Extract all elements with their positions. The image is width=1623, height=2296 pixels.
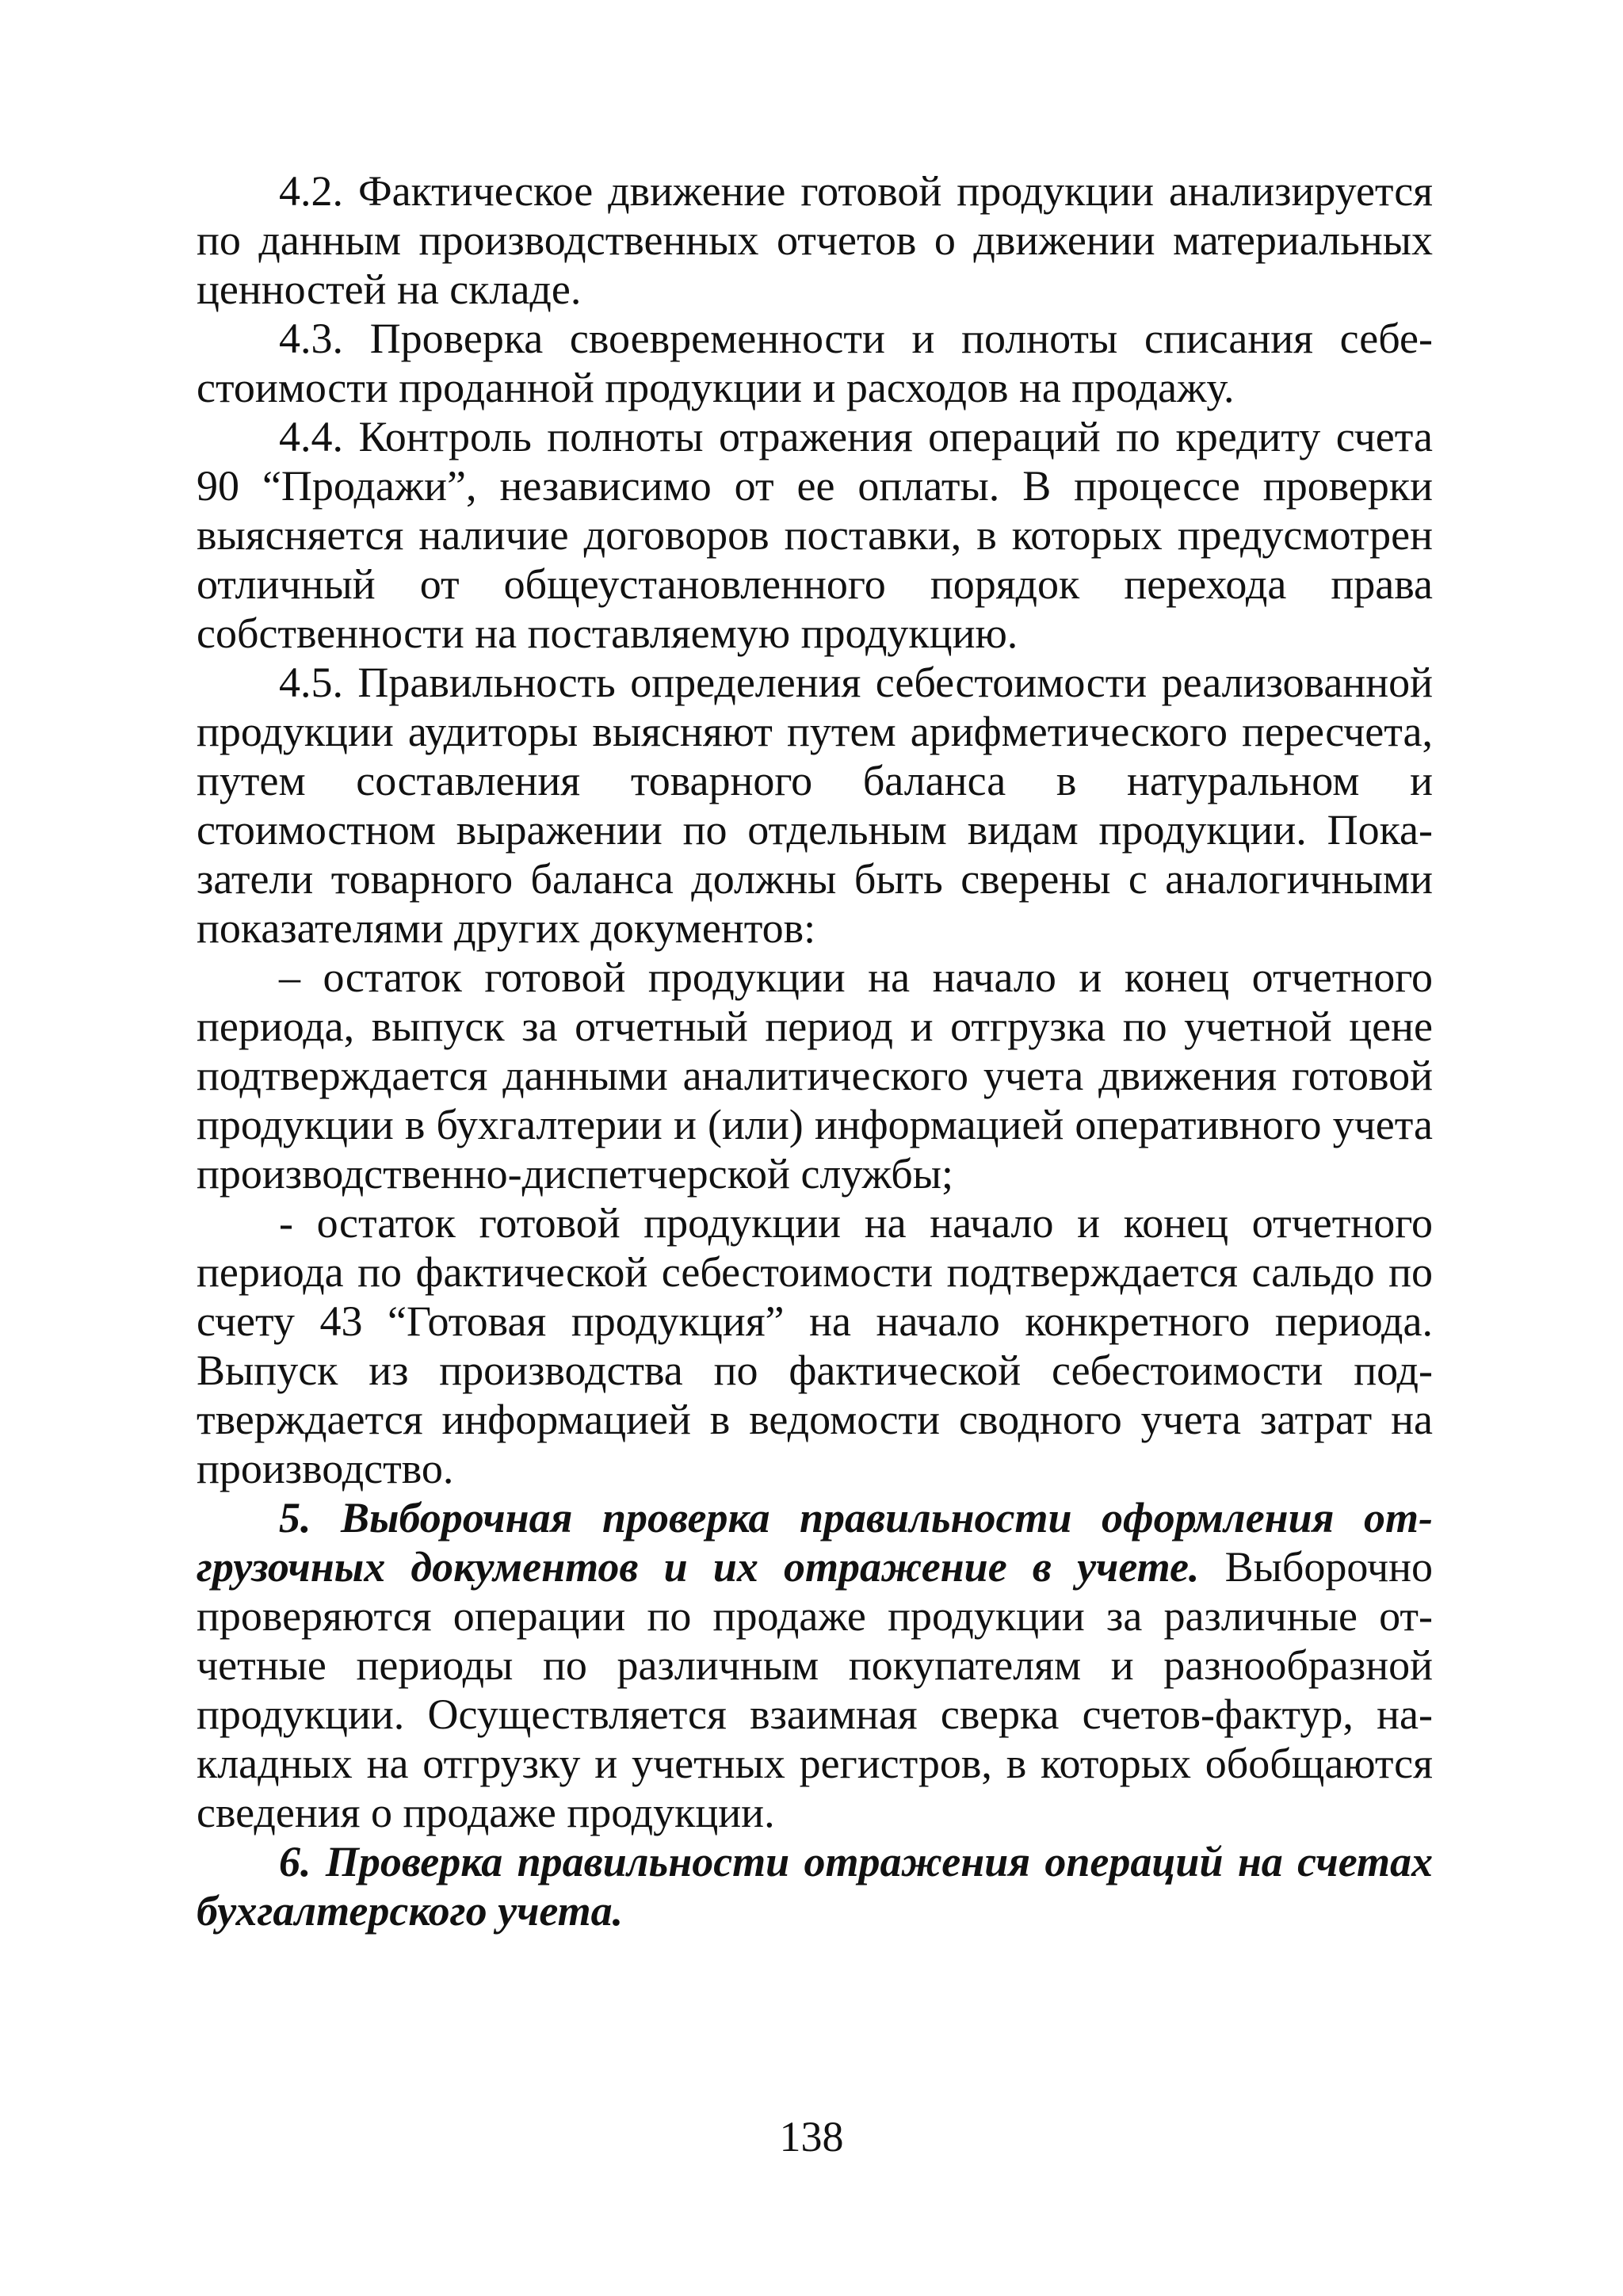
section-5-body: Выборочно проверяются операции по продаже продукции за различные отчетные периоды по различным покупателям и разнообразной продукции. Осуществляется взаимная сверка счетов-фактур, накладных на отгрузку и учетных регистров, в которых обобщаются сведения о продаже продукции.	[197, 1543, 1433, 1836]
bullet-item-1: – остаток готовой продукции на начало и конец отчетного периода, выпуск за отчетный период и отгрузка по учетной цене подтверждается данными аналитического учета движения готовой продукции в бухгалтерии и (или) информацией оперативного учета производственно-диспетчерской службы;	[197, 953, 1433, 1198]
paragraph-4-3: 4.3. Проверка своевременности и полноты списания себестоимости проданной продукции и расходов на продажу.	[197, 315, 1433, 411]
section-6-heading: 6. Проверка правильности отражения операций на счетах бухгалтерского учета.	[197, 1838, 1433, 1935]
paragraph-4-2: 4.2. Фактическое движение готовой продукции анализируется по данным производственных отчетов о движении материальных ценностей на складе.	[197, 167, 1433, 313]
section-5-paragraph	[197, 1493, 1433, 1837]
section-5-heading: 5. Выборочная проверка правильности оформления отгрузочных документов и их отражение в учете.	[197, 1494, 1433, 1591]
bullet-item-2: - остаток готовой продукции на начало и конец отчетного периода по фактической себестоимости подтверждается сальдо по счету 43 “Готовая продукция” на начало конкретного периода. Выпуск из производства по фактической себестоимости подтверждается информацией в ведомости сводного учета затрат на производство.	[197, 1199, 1433, 1492]
paragraph-4-4: 4.4. Контроль полноты отражения операций по кредиту счета 90 “Продажи”, независимо от ее оплаты. В процессе проверки выясняется наличие договоров поставки, в которых предусмотрен отличный от общеустановленного порядок перехода права собственности на поставляемую продукцию.	[197, 413, 1433, 657]
paragraph-4-5: 4.5. Правильность определения себестоимости реализованной продукции аудиторы выясняют путем арифметического пересчета, путем составления товарного баланса в натуральном и стоимостном выражении по отдельным видам продукции. Показатели товарного баланса должны быть сверены с аналогичными показателями других документов:	[197, 659, 1433, 952]
body-text	[197, 166, 1433, 1935]
section-6-paragraph	[197, 1837, 1433, 1935]
page-number: 138	[779, 2113, 844, 2160]
